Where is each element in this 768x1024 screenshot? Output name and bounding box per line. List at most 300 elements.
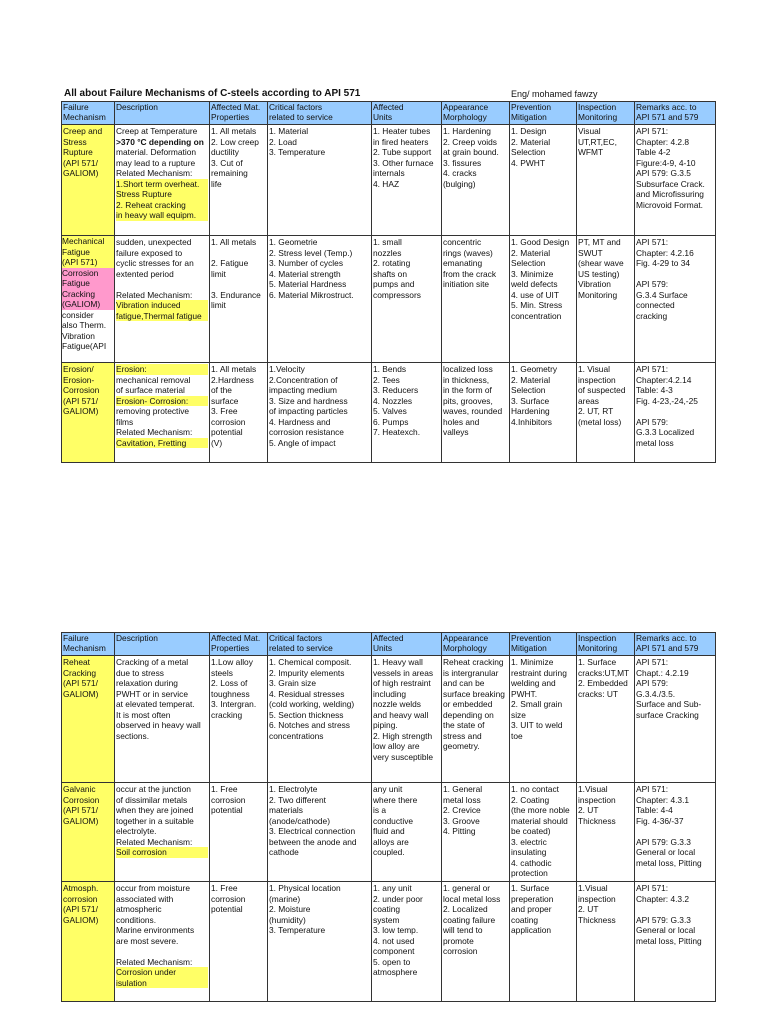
- cell-line: toe: [511, 730, 523, 741]
- cell-line: 6. Notches and stress: [269, 720, 350, 730]
- cell-line: in thickness,: [443, 374, 490, 385]
- cell-line: 1. Geometry: [511, 364, 558, 374]
- cell-line: consider: [62, 309, 94, 320]
- cell-line: cyclic stresses for an: [116, 258, 194, 268]
- cell-line: steels: [211, 667, 233, 678]
- cell-line: G.3.4 Surface: [636, 289, 688, 300]
- cell-line: 2. High strength: [373, 730, 433, 741]
- cell-line: of surface material: [116, 385, 185, 395]
- cell-line: preperation: [511, 893, 554, 904]
- cell-line: 1. Minimize: [511, 657, 554, 667]
- cell-line: Corrosion: [63, 385, 100, 395]
- cell-line: Related Mechanism:: [116, 427, 193, 437]
- cell-line: 3. Size and hardness: [269, 395, 348, 406]
- cell-line: films: [116, 416, 134, 427]
- cell-line: 6. Material Mikrostruct.: [269, 289, 354, 300]
- cell-line: Reheat cracking: [443, 657, 504, 667]
- cell-line: cracking: [211, 709, 243, 720]
- cell-line: Cracking: [63, 667, 97, 678]
- cell-line: (API 571/: [63, 678, 98, 688]
- cell-line: limit: [211, 268, 226, 279]
- affected-cell: [210, 236, 268, 363]
- cell-line: welding and: [511, 678, 556, 688]
- units-cell: [372, 363, 442, 463]
- cell-line: Corrosion: [62, 267, 99, 278]
- column-header: [510, 633, 577, 656]
- cell-line: 4. PWHT: [511, 157, 545, 168]
- header-line: related to service: [269, 112, 333, 122]
- cell-line: 2. Material: [511, 136, 551, 147]
- cell-line: failure exposed to: [116, 247, 183, 258]
- cell-line: 5. Section thickness: [269, 709, 344, 720]
- cell-line: 3. Electrical connection: [269, 826, 356, 836]
- cell-line: 1. Surface: [578, 657, 617, 667]
- cell-line: corrosion: [211, 416, 246, 427]
- cell-line: electrolyte.: [116, 826, 157, 836]
- header-line: Mechanism: [63, 643, 106, 653]
- cell-line: inspection: [578, 893, 616, 904]
- cell-line: 4. not used: [373, 935, 415, 946]
- remarks-cell: [635, 236, 716, 363]
- units-cell: [372, 783, 442, 882]
- cell-line: of dissimilar metals: [116, 794, 188, 805]
- header-line: Inspection: [578, 102, 617, 112]
- cell-line: in the form of: [443, 385, 492, 395]
- cell-line: corrosion resistance: [269, 427, 344, 437]
- remarks-cell: [635, 363, 716, 463]
- cell-line: API 579: G.3.5: [636, 168, 691, 178]
- prevention-cell: [510, 125, 577, 236]
- cell-line: 2.Concentration of: [269, 374, 338, 385]
- cell-line: Rupture: [63, 147, 93, 157]
- header-line: Critical factors: [269, 633, 323, 643]
- cell-line: GALIOM): [63, 688, 99, 699]
- cell-line: impacting medium: [269, 385, 337, 395]
- cell-line: (GALIOM): [62, 299, 101, 309]
- cell-line: material. Deformation: [116, 147, 197, 157]
- cell-line: Vibration induced: [116, 300, 181, 310]
- cell-line: Vibration: [578, 279, 611, 289]
- header-line: Description: [116, 102, 158, 112]
- cell-line: 3. Endurance: [211, 289, 261, 300]
- cell-line: isulation: [116, 977, 147, 988]
- cell-line: fatigue,Thermal fatigue: [116, 310, 202, 321]
- cell-line: is a: [373, 805, 387, 815]
- remarks-cell: [635, 656, 716, 783]
- cell-line: life: [211, 178, 222, 189]
- cell-line: Marine environments: [116, 925, 195, 935]
- cell-line: Fatigue(API: [62, 341, 107, 351]
- cell-line: coating: [511, 914, 539, 925]
- cell-line: observed in heavy wall: [116, 720, 201, 730]
- header-line: Properties: [211, 112, 250, 122]
- cell-line: metal loss, Pitting: [636, 857, 702, 868]
- cell-line: API 579:: [636, 416, 669, 427]
- cell-line: Selection: [511, 147, 546, 157]
- cell-line: potential: [211, 427, 243, 437]
- cell-line: when they are joined: [116, 805, 194, 815]
- erosion-text: [116, 375, 208, 396]
- cell-line: Thickness: [578, 815, 616, 826]
- cell-line: surface Cracking: [636, 709, 699, 720]
- cell-line: potential: [211, 805, 243, 815]
- header-line: Affected Mat.: [211, 633, 261, 643]
- cell-line: Soil corrosion: [116, 847, 167, 857]
- units-cell: [372, 656, 442, 783]
- cell-line: PWHT or in service: [116, 688, 188, 699]
- cell-line: 3. Groove: [443, 815, 480, 826]
- column-header: [210, 102, 268, 125]
- cell-line: [636, 269, 714, 280]
- cell-line: very susceptible: [373, 751, 434, 762]
- cell-line: 3. Intergran.: [211, 699, 257, 709]
- column-header: [510, 102, 577, 125]
- prevention-cell: [510, 363, 577, 463]
- cell-line: 3. UIT to weld: [511, 720, 563, 730]
- cell-line: sudden, unexpected: [116, 237, 192, 247]
- cell-line: 3. electric: [511, 836, 547, 847]
- cell-line: potential: [211, 904, 243, 914]
- column-header: [577, 633, 635, 656]
- cell-line: 2. Tube support: [373, 147, 432, 157]
- cell-line: 7. Heatexch.: [373, 427, 421, 437]
- mechanism-fatigue: [62, 236, 114, 268]
- cell-line: Subsurface Crack.: [636, 178, 705, 189]
- cell-line: coupled.: [373, 847, 405, 857]
- cell-line: Corrosion: [63, 794, 100, 805]
- cell-line: be coated): [511, 826, 551, 836]
- cell-line: 1. Geometrie: [269, 237, 318, 247]
- cell-line: [636, 904, 714, 915]
- cell-line: nozzles: [373, 247, 402, 258]
- cell-line: >370 °C depending on: [116, 136, 204, 147]
- cell-line: depending on: [443, 709, 494, 720]
- cell-line: nozzle welds: [373, 699, 421, 709]
- row-creep: [62, 125, 716, 236]
- cell-line: 1. Electrolyte: [269, 784, 318, 794]
- description-text: [116, 784, 208, 847]
- cell-line: (API 571/: [63, 157, 98, 168]
- cell-line: materials: [269, 805, 303, 815]
- cell-line: Fatigue: [62, 278, 90, 288]
- cell-line: rings (waves): [443, 247, 493, 258]
- description-cell: [115, 125, 210, 236]
- cell-line: Related Mechanism:: [116, 956, 193, 967]
- cell-line: 1. Heater tubes: [373, 126, 431, 136]
- cell-line: of the: [211, 385, 232, 395]
- cell-line: (humidity): [269, 914, 306, 925]
- header-line: Monitoring: [578, 112, 618, 122]
- prevention-cell: [510, 783, 577, 882]
- cell-line: toughness: [211, 688, 250, 699]
- header-line: Prevention: [511, 102, 552, 112]
- cell-line: 1. Material: [269, 126, 309, 136]
- description-cell: [115, 783, 210, 882]
- cell-line: 3. fissures: [443, 157, 482, 168]
- cell-line: 2. Small grain: [511, 699, 563, 709]
- cell-line: together in a suitable: [116, 815, 194, 826]
- cell-line: corrosion: [211, 794, 246, 805]
- cell-line: emanating: [443, 258, 483, 268]
- cell-line: 1.Velocity: [269, 364, 305, 374]
- mechanism-cell: [62, 125, 115, 236]
- cell-line: 1. Physical location: [269, 883, 341, 893]
- cell-line: Table: 4-3: [636, 385, 673, 395]
- cell-line: concentric: [443, 237, 482, 247]
- cell-line: 1. Good Design: [511, 237, 570, 247]
- cell-line: 5. Angle of impact: [269, 437, 336, 448]
- cell-line: Creep at Temperature: [116, 126, 198, 136]
- column-header: [268, 633, 372, 656]
- column-header: [115, 102, 210, 125]
- cell-line: material should: [511, 815, 568, 826]
- failure-mechanisms-table-2: [61, 632, 716, 1002]
- header-line: Appearance: [443, 102, 489, 112]
- cell-line: Related Mechanism:: [116, 836, 193, 847]
- cell-line: atmospheric: [116, 904, 162, 914]
- cell-line: any unit: [373, 784, 403, 794]
- cell-line: [636, 406, 714, 417]
- cell-line: [116, 279, 208, 290]
- column-header: [442, 633, 510, 656]
- related-mechanism-highlight: [116, 179, 208, 221]
- cell-line: 1. Free: [211, 883, 238, 893]
- cell-line: API 571:: [636, 126, 669, 136]
- cell-line: 3. Reducers: [373, 385, 419, 395]
- cell-line: (API 571/: [63, 805, 98, 815]
- cell-line: coating failure: [443, 914, 496, 925]
- cell-line: cracking: [636, 310, 668, 321]
- author-name: Eng/ mohamed fawzy: [511, 89, 598, 99]
- cell-line: Microvoid Format.: [636, 199, 704, 210]
- cell-line: Fatigue: [62, 246, 90, 257]
- cell-line: 4. use of UIT: [511, 289, 559, 300]
- cell-line: sections.: [116, 730, 150, 741]
- cell-line: 1. no contact: [511, 784, 559, 794]
- cell-line: alloys are: [373, 836, 409, 847]
- cell-line: (API 571/: [63, 395, 98, 406]
- critical-cell: [268, 236, 372, 363]
- cell-line: (V): [211, 437, 223, 448]
- cell-line: GALIOM): [63, 168, 99, 178]
- cell-line: (API 571/: [63, 904, 98, 914]
- cell-line: Chapter: 4.2.8: [636, 136, 690, 147]
- cell-line: 2. Moisture: [269, 904, 311, 914]
- cell-line: Table 4-2: [636, 147, 671, 157]
- cell-line: API 571:: [636, 883, 669, 893]
- inspection-cell: [577, 656, 635, 783]
- cell-line: conductive: [373, 815, 414, 826]
- cell-line: API 579: G.3.3: [636, 836, 691, 847]
- cell-line: [116, 946, 208, 957]
- cell-line: pits, grooves,: [443, 395, 493, 406]
- cell-line: cracks:UT,MT: [578, 667, 630, 678]
- cell-line: 2. Material: [511, 374, 551, 385]
- cell-line: piping.: [373, 720, 398, 730]
- cell-line: atmosphere: [373, 967, 418, 977]
- critical-cell: [268, 882, 372, 1002]
- cell-line: removing protective: [116, 406, 190, 416]
- cell-line: It is most often: [116, 709, 171, 720]
- cell-line: 5. open to: [373, 956, 411, 967]
- cell-line: may lead to a rupture: [116, 157, 196, 168]
- cell-line: 1.Visual: [578, 784, 608, 794]
- cell-line: (shear wave: [578, 258, 624, 268]
- column-header: [268, 102, 372, 125]
- cell-line: 4. Pitting: [443, 826, 476, 836]
- cell-line: or embedded: [443, 699, 493, 709]
- cell-line: associated with: [116, 893, 174, 904]
- cell-line: Related Mechanism:: [116, 289, 193, 300]
- appearance-cell: [442, 656, 510, 783]
- cell-line: occur at the junction: [116, 784, 191, 794]
- cell-line: metal loss, Pitting: [636, 935, 702, 946]
- cell-line: component: [373, 946, 415, 956]
- appearance-cell: [442, 125, 510, 236]
- cell-line: and proper: [511, 904, 552, 914]
- cell-line: Chapter: 4.3.2: [636, 893, 690, 904]
- cell-line: 3. Other furnace: [373, 157, 434, 168]
- cell-line: GALIOM): [63, 914, 99, 925]
- cell-line: Chapter: 4.2.16: [636, 247, 694, 258]
- cell-line: connected: [636, 300, 675, 310]
- cell-line: compressors: [373, 289, 421, 300]
- cell-line: where there: [373, 794, 418, 805]
- row-fatigue: [62, 236, 716, 363]
- cell-line: will tend to: [443, 925, 483, 935]
- cell-line: Stress: [63, 136, 87, 147]
- units-cell: [372, 236, 442, 363]
- cell-line: WFMT: [578, 147, 604, 157]
- cell-line: 1. Bends: [373, 364, 407, 374]
- cell-line: API 579:: [636, 279, 669, 289]
- critical-cell: [268, 363, 372, 463]
- cell-line: internals: [373, 168, 405, 178]
- inspection-cell: [577, 882, 635, 1002]
- inspection-cell: [577, 125, 635, 236]
- cell-line: (marine): [269, 893, 301, 904]
- cell-line: conditions.: [116, 914, 157, 925]
- header-line: Units: [373, 112, 393, 122]
- cell-line: Cavitation, Fretting: [116, 437, 187, 448]
- mechanism-corrosion-fatigue: [62, 268, 114, 310]
- mechanism-cell: [62, 656, 115, 783]
- cell-line: 2. Two different: [269, 794, 326, 805]
- cell-line: Galvanic: [63, 784, 96, 794]
- document-title: All about Failure Mechanisms of C-steels according to API 571: [64, 88, 361, 99]
- failure-mechanisms-table-1: [61, 101, 716, 463]
- cell-line: 1. All metals: [211, 237, 257, 247]
- cell-line: restraint during: [511, 667, 567, 678]
- row-erosion: [62, 363, 716, 463]
- header-line: Prevention: [511, 633, 552, 643]
- cell-line: PWHT.: [511, 688, 538, 699]
- cell-line: 3. Surface: [511, 395, 550, 406]
- cell-line: and heavy wall: [373, 709, 429, 720]
- cell-line: from the crack: [443, 268, 497, 279]
- cell-line: due to stress: [116, 667, 164, 678]
- affected-cell: [210, 882, 268, 1002]
- column-header: [372, 633, 442, 656]
- column-header: [62, 102, 115, 125]
- cell-line: insulating: [511, 847, 547, 857]
- cell-line: local metal loss: [443, 893, 501, 904]
- cell-line: the state of: [443, 720, 485, 730]
- cell-line: 1.Low alloy: [211, 657, 253, 667]
- cell-line: API 571:: [636, 364, 669, 374]
- cell-line: Fig. 4-36/-37: [636, 815, 684, 826]
- cell-line: concentrations: [269, 730, 324, 741]
- cell-line: 4. Nozzles: [373, 395, 413, 406]
- cell-line: Thickness: [578, 914, 616, 925]
- cell-line: Fig. 4-29 to 34: [636, 258, 691, 268]
- cell-line: valleys: [443, 427, 469, 437]
- cell-line: 2. Tees: [373, 374, 400, 385]
- cell-line: are most severe.: [116, 935, 179, 946]
- cell-line: [211, 248, 266, 259]
- cell-line: 1. Free: [211, 784, 238, 794]
- header-line: Properties: [211, 643, 250, 653]
- cell-line: 2. Crevice: [443, 805, 481, 815]
- cell-line: application: [511, 925, 552, 935]
- mechanism-cell: [62, 882, 115, 1002]
- cell-line: of high restraint: [373, 678, 431, 688]
- header-line: Mitigation: [511, 643, 547, 653]
- cell-line: metal loss: [636, 437, 674, 448]
- cell-line: inspection: [578, 794, 616, 805]
- cell-line: 2. Embedded: [578, 678, 628, 688]
- cell-line: at grain bound.: [443, 147, 499, 157]
- cell-line: 3. Cut of: [211, 157, 243, 168]
- cell-line: Chapt.: 4.2.19: [636, 667, 689, 678]
- cell-line: 6. Pumps: [373, 416, 409, 427]
- cell-line: Fig. 4-23,-24,-25: [636, 395, 698, 406]
- cell-line: 2. Loss of: [211, 678, 248, 688]
- cell-line: (cold working, welding): [269, 699, 355, 709]
- cell-line: Selection: [511, 385, 546, 395]
- cell-line: initiation site: [443, 279, 490, 289]
- cell-line: (the more noble: [511, 805, 570, 815]
- cell-line: 5. Min. Stress: [511, 300, 563, 310]
- affected-cell: [210, 656, 268, 783]
- header-line: Units: [373, 643, 393, 653]
- cell-line: 1. All metals: [211, 364, 257, 374]
- cell-line: extented period: [116, 268, 174, 279]
- cell-line: GALIOM): [63, 815, 99, 826]
- cell-line: 4. cracks: [443, 168, 477, 178]
- cell-line: surface breaking: [443, 688, 505, 699]
- prevention-cell: [510, 882, 577, 1002]
- cell-line: API 579:: [636, 678, 669, 688]
- row-galvanic: [62, 783, 716, 882]
- cell-line: and can be: [443, 678, 485, 688]
- header-line: API 571 and 579: [636, 643, 699, 653]
- description-cell: [115, 882, 210, 1002]
- header-line: Mitigation: [511, 112, 547, 122]
- cell-line: cracks: UT: [578, 688, 619, 699]
- cell-line: in fired heaters: [373, 136, 429, 147]
- cell-line: areas: [578, 395, 599, 406]
- cell-line: in heavy wall equipm.: [116, 210, 197, 220]
- cell-line: 1. any unit: [373, 883, 412, 893]
- appearance-cell: [442, 783, 510, 882]
- mechanism-cell: [62, 363, 115, 463]
- cell-line: remaining: [211, 168, 248, 178]
- cell-line: corrosion: [63, 893, 98, 904]
- erosion-label: [116, 364, 208, 375]
- row-atmospheric: [62, 882, 716, 1002]
- cell-line: localized loss: [443, 364, 493, 374]
